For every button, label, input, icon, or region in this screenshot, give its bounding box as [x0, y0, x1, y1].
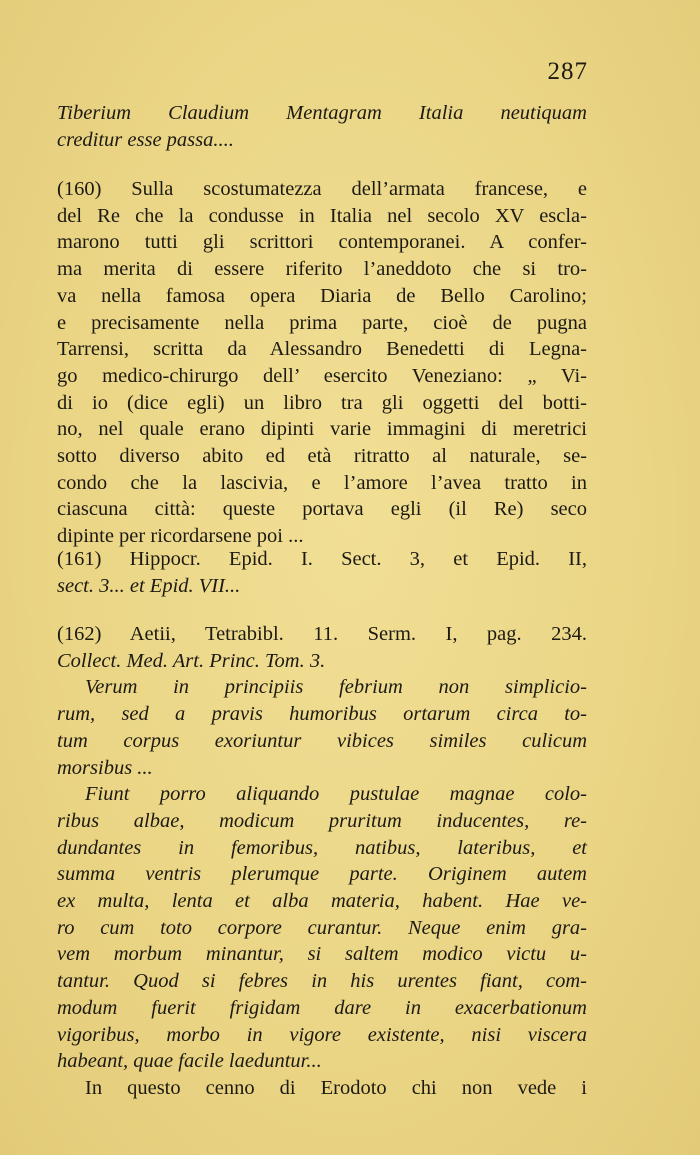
text-line: (161) Hippocr. Epid. I. Sect. 3, et Epid. II,: [57, 548, 587, 570]
text-line: dipinte per ricordarsene poi ...: [57, 525, 304, 548]
text-line: morsibus ...: [57, 756, 153, 779]
text-line: vem morbum minantur, si saltem modico victu u-: [57, 943, 587, 966]
text-line: e precisamente nella prima parte, cioè de pugna: [57, 311, 587, 334]
text-line: vigoribus, morbo in vigore existente, nisi viscera: [57, 1023, 587, 1046]
text-line: tum corpus exoriuntur vibices similes culicum: [57, 729, 587, 752]
text-line: tantur. Quod si febres in his urentes fiant, com-: [57, 970, 587, 993]
text-line: ribus albae, modicum pruritum inducentes, re-: [57, 809, 587, 832]
text-line: del Re che la condusse in Italia nel secolo XV escla-: [57, 204, 587, 227]
paragraph-p162: [57, 621, 587, 1102]
text-line: dundantes in femoribus, natibus, lateribus, et: [57, 836, 587, 859]
text-line: sect. 3... et Epid. VII...: [57, 574, 241, 597]
text-line: va nella famosa opera Diaria de Bello Carolino;: [57, 284, 587, 307]
text-line: modum fuerit frigidam dare in exacerbationum: [57, 996, 587, 1019]
text-line: di io (dice egli) un libro tra gli oggetti del botti-: [57, 391, 587, 414]
text-line: go medico-chirurgo dell’ esercito Veneziano: „ Vi-: [57, 364, 587, 387]
text-line: (162) Aetii, Tetrabibl. 11. Serm. I, pag. 234.: [57, 623, 587, 645]
text-line: ma merita di essere riferito l’aneddoto che si tro-: [57, 258, 587, 281]
text-line: In questo cenno di Erodoto chi non vede i: [85, 1076, 587, 1099]
text-line: Collect. Med. Art. Princ. Tom. 3.: [57, 649, 326, 672]
paragraph-p0: [57, 100, 587, 153]
text-line: Tiberium Claudium Mentagram Italia neutiquam: [57, 102, 587, 124]
paragraph-p160: [57, 176, 587, 550]
text-line: rum, sed a pravis humoribus ortarum circa to-: [57, 703, 587, 726]
text-line: habeant, quae facile laeduntur...: [57, 1050, 322, 1073]
text-line: ro cum toto corpore curantur. Neque enim gra-: [57, 916, 587, 939]
text-line: marono tutti gli scrittori contemporanei. A confer-: [57, 231, 587, 254]
text-line: summa ventris plerumque parte. Originem autem: [57, 863, 587, 886]
paragraph-p161: [57, 546, 587, 599]
text-line: creditur esse passa....: [57, 128, 234, 151]
text-line: (160) Sulla scostumatezza dell’armata francese, e: [57, 178, 587, 200]
text-line: ciascuna città: queste portava egli (il Re) seco: [57, 498, 587, 521]
text-line: condo che la lascivia, e l’amore l’avea tratto in: [57, 471, 587, 494]
text-line: no, nel quale erano dipinti varie immagini di meretrici: [57, 418, 587, 441]
text-line: Fiunt porro aliquando pustulae magnae colo-: [85, 783, 587, 806]
text-line: Verum in principiis febrium non simplicio-: [85, 676, 587, 699]
text-line: sotto diverso abito ed età ritratto al naturale, se-: [57, 445, 587, 468]
text-line: Tarrensi, scritta da Alessandro Benedetti di Legna-: [57, 338, 587, 361]
text-line: ex multa, lenta et alba materia, habent. Hae ve-: [57, 890, 587, 913]
page-number: 287: [547, 58, 588, 85]
